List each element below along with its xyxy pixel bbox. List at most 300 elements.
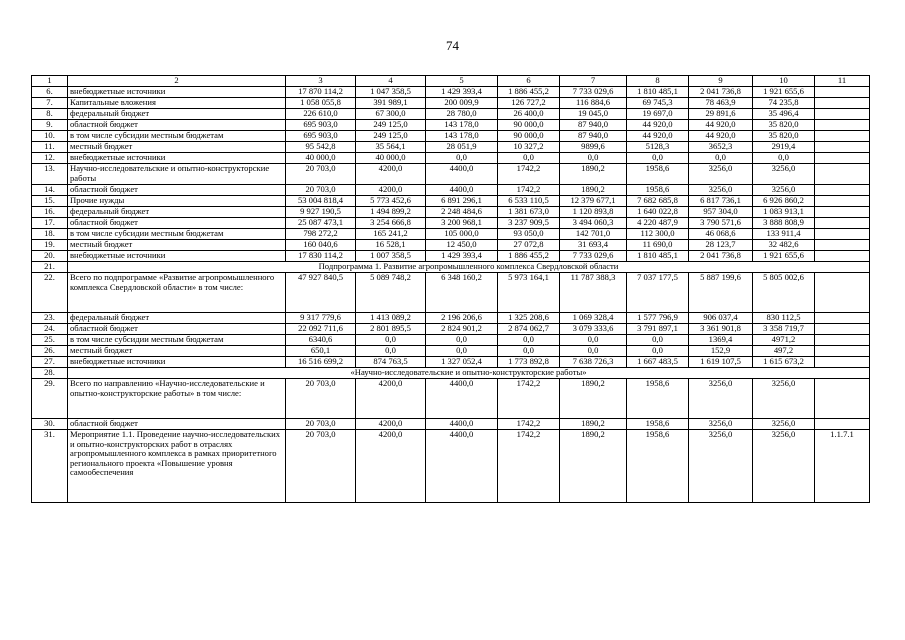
value-cell: 5 089 748,2 [356, 273, 426, 313]
value-cell: 1 921 655,6 [753, 87, 815, 98]
value-cell: 0,0 [426, 335, 498, 346]
row-name-cell: внебюджетные источники [68, 153, 286, 164]
value-cell: 126 727,2 [498, 98, 560, 109]
page-number: 74 [446, 38, 459, 53]
value-cell: 40 000,0 [286, 153, 356, 164]
budget-table [31, 75, 870, 503]
value-cell: 3256,0 [753, 430, 815, 503]
value-cell: 497,2 [753, 346, 815, 357]
code-cell [815, 419, 870, 430]
value-cell: 1 667 483,5 [627, 357, 689, 368]
value-cell: 44 920,0 [689, 131, 753, 142]
value-cell: 200 009,9 [426, 98, 498, 109]
value-cell: 0,0 [753, 153, 815, 164]
value-cell: 1 007 358,5 [356, 251, 426, 262]
row-name-cell: в том числе субсидии местным бюджетам [68, 131, 286, 142]
value-cell: 6 533 110,5 [498, 196, 560, 207]
value-cell: 27 072,8 [498, 240, 560, 251]
value-cell: 0,0 [498, 346, 560, 357]
value-cell: 3256,0 [689, 164, 753, 185]
value-cell: 3652,3 [689, 142, 753, 153]
value-cell: 4200,0 [356, 185, 426, 196]
value-cell: 0,0 [627, 335, 689, 346]
value-cell: 12 450,0 [426, 240, 498, 251]
value-cell: 44 920,0 [689, 120, 753, 131]
value-cell: 17 830 114,2 [286, 251, 356, 262]
table-row [32, 207, 870, 218]
code-cell [815, 218, 870, 229]
value-cell: 1742,2 [498, 379, 560, 419]
row-number-cell: 17. [32, 218, 68, 229]
value-cell: 2 041 736,8 [689, 251, 753, 262]
header-cell: 7 [560, 76, 627, 87]
row-name-cell: в том числе субсидии местным бюджетам [68, 335, 286, 346]
value-cell: 1890,2 [560, 164, 627, 185]
value-cell: 4200,0 [356, 164, 426, 185]
value-cell: 16 528,1 [356, 240, 426, 251]
code-cell [815, 379, 870, 419]
value-cell: 1958,6 [627, 430, 689, 503]
table-row [32, 218, 870, 229]
value-cell: 152,9 [689, 346, 753, 357]
code-cell [815, 324, 870, 335]
value-cell: 0,0 [498, 335, 560, 346]
value-cell: 4400,0 [426, 419, 498, 430]
value-cell: 1 921 655,6 [753, 251, 815, 262]
value-cell: 874 763,5 [356, 357, 426, 368]
row-number-cell: 23. [32, 313, 68, 324]
value-cell: 2 824 901,2 [426, 324, 498, 335]
code-cell [815, 153, 870, 164]
value-cell: 249 125,0 [356, 120, 426, 131]
value-cell: 4971,2 [753, 335, 815, 346]
row-name-cell: областной бюджет [68, 120, 286, 131]
row-number-cell: 18. [32, 229, 68, 240]
value-cell: 7 733 029,6 [560, 251, 627, 262]
value-cell: 249 125,0 [356, 131, 426, 142]
value-cell: 40 000,0 [356, 153, 426, 164]
value-cell: 6 926 860,2 [753, 196, 815, 207]
value-cell: 1 773 892,8 [498, 357, 560, 368]
value-cell: 1742,2 [498, 419, 560, 430]
code-cell [815, 109, 870, 120]
row-name-cell: местный бюджет [68, 142, 286, 153]
row-number-cell: 30. [32, 419, 68, 430]
row-name-cell: федеральный бюджет [68, 313, 286, 324]
value-cell: 20 703,0 [286, 430, 356, 503]
value-cell: 3256,0 [753, 164, 815, 185]
value-cell: 1 327 052,4 [426, 357, 498, 368]
code-cell [815, 196, 870, 207]
value-cell: 0,0 [689, 153, 753, 164]
code-cell [815, 251, 870, 262]
code-cell [815, 120, 870, 131]
row-number-cell: 20. [32, 251, 68, 262]
value-cell: 25 087 473,1 [286, 218, 356, 229]
value-cell: 2 801 895,5 [356, 324, 426, 335]
table-row [32, 229, 870, 240]
code-cell [815, 273, 870, 313]
code-cell [815, 87, 870, 98]
value-cell: 6340,6 [286, 335, 356, 346]
row-name-cell: Мероприятие 1.1. Проведение научно-исследовательских и опытно-конструкторских работ в отраслях агропромышленного комплекса в рамках приоритетного регионального проекта «Повышение уровня самообеспечения [68, 430, 286, 503]
value-cell: 47 927 840,5 [286, 273, 356, 313]
value-cell: 10 327,2 [498, 142, 560, 153]
row-name-cell: областной бюджет [68, 218, 286, 229]
table-row [32, 196, 870, 207]
header-cell: 3 [286, 76, 356, 87]
value-cell: 1 640 022,8 [627, 207, 689, 218]
value-cell: 20 703,0 [286, 185, 356, 196]
value-cell: 87 940,0 [560, 131, 627, 142]
value-cell: 95 542,8 [286, 142, 356, 153]
table-row [32, 120, 870, 131]
row-number-cell: 21. [32, 262, 68, 273]
header-cell: 5 [426, 76, 498, 87]
value-cell: 0,0 [560, 335, 627, 346]
row-number-cell: 9. [32, 120, 68, 131]
value-cell: 69 745,3 [627, 98, 689, 109]
value-cell: 695 903,0 [286, 120, 356, 131]
value-cell: 44 920,0 [627, 120, 689, 131]
value-cell: 20 703,0 [286, 164, 356, 185]
row-number-cell: 27. [32, 357, 68, 368]
table-row [32, 131, 870, 142]
value-cell: 35 496,4 [753, 109, 815, 120]
value-cell: 105 000,0 [426, 229, 498, 240]
value-cell: 0,0 [356, 335, 426, 346]
header-cell: 6 [498, 76, 560, 87]
value-cell: 3 237 909,5 [498, 218, 560, 229]
value-cell: 142 701,0 [560, 229, 627, 240]
row-number-cell: 22. [32, 273, 68, 313]
value-cell: 11 787 388,3 [560, 273, 627, 313]
value-cell: 9 927 190,5 [286, 207, 356, 218]
header-cell: 10 [753, 76, 815, 87]
row-number-cell: 25. [32, 335, 68, 346]
value-cell: 4200,0 [356, 430, 426, 503]
code-cell [815, 207, 870, 218]
value-cell: 0,0 [627, 346, 689, 357]
value-cell: 19 045,0 [560, 109, 627, 120]
row-name-cell: Всего по подпрограмме «Развитие агропромышленного комплекса Свердловской области» в том числе: [68, 273, 286, 313]
code-cell [815, 229, 870, 240]
code-cell: 1.1.7.1 [815, 430, 870, 503]
value-cell: 7 638 726,3 [560, 357, 627, 368]
value-cell: 1 083 913,1 [753, 207, 815, 218]
value-cell: 2 248 484,6 [426, 207, 498, 218]
value-cell: 11 690,0 [627, 240, 689, 251]
table-row [32, 430, 870, 503]
value-cell: 1 381 673,0 [498, 207, 560, 218]
value-cell: 1 325 208,6 [498, 313, 560, 324]
row-name-cell: местный бюджет [68, 346, 286, 357]
row-number-cell: 6. [32, 87, 68, 98]
value-cell: 16 516 699,2 [286, 357, 356, 368]
value-cell: 3 358 719,7 [753, 324, 815, 335]
row-number-cell: 7. [32, 98, 68, 109]
code-cell [815, 131, 870, 142]
value-cell: 7 037 177,5 [627, 273, 689, 313]
value-cell: 3 888 808,9 [753, 218, 815, 229]
value-cell: 87 940,0 [560, 120, 627, 131]
value-cell: 1 058 055,8 [286, 98, 356, 109]
table-row [32, 251, 870, 262]
value-cell: 3 254 666,8 [356, 218, 426, 229]
value-cell: 3256,0 [753, 379, 815, 419]
value-cell: 32 482,6 [753, 240, 815, 251]
value-cell: 93 050,0 [498, 229, 560, 240]
value-cell: 5 887 199,6 [689, 273, 753, 313]
table-row [32, 379, 870, 419]
value-cell: 4 220 487,9 [627, 218, 689, 229]
value-cell: 4400,0 [426, 185, 498, 196]
value-cell: 1958,6 [627, 419, 689, 430]
value-cell: 1958,6 [627, 379, 689, 419]
value-cell: 1 429 393,4 [426, 251, 498, 262]
code-cell [815, 142, 870, 153]
value-cell: 2 041 736,8 [689, 87, 753, 98]
value-cell: 0,0 [356, 346, 426, 357]
value-cell: 1890,2 [560, 419, 627, 430]
value-cell: 133 911,4 [753, 229, 815, 240]
value-cell: 957 304,0 [689, 207, 753, 218]
value-cell: 1 429 393,4 [426, 87, 498, 98]
value-cell: 143 178,0 [426, 131, 498, 142]
value-cell: 29 891,6 [689, 109, 753, 120]
value-cell: 6 817 736,1 [689, 196, 753, 207]
value-cell: 650,1 [286, 346, 356, 357]
header-cell: 1 [32, 76, 68, 87]
value-cell: 53 004 818,4 [286, 196, 356, 207]
row-number-cell: 14. [32, 185, 68, 196]
row-name-cell: федеральный бюджет [68, 109, 286, 120]
value-cell: 3256,0 [753, 419, 815, 430]
value-cell: 4400,0 [426, 164, 498, 185]
row-name-cell: местный бюджет [68, 240, 286, 251]
value-cell: 3256,0 [689, 430, 753, 503]
table-row [32, 164, 870, 185]
value-cell: 0,0 [426, 153, 498, 164]
value-cell: 20 703,0 [286, 419, 356, 430]
value-cell: 391 989,1 [356, 98, 426, 109]
code-cell [815, 335, 870, 346]
value-cell: 1958,6 [627, 164, 689, 185]
value-cell: 226 610,0 [286, 109, 356, 120]
value-cell: 0,0 [498, 153, 560, 164]
value-cell: 4200,0 [356, 379, 426, 419]
value-cell: 1 619 107,5 [689, 357, 753, 368]
row-number-cell: 15. [32, 196, 68, 207]
header-cell: 4 [356, 76, 426, 87]
value-cell: 1 494 899,2 [356, 207, 426, 218]
value-cell: 1958,6 [627, 185, 689, 196]
value-cell: 830 112,5 [753, 313, 815, 324]
value-cell: 3256,0 [753, 185, 815, 196]
row-number-cell: 8. [32, 109, 68, 120]
value-cell: 116 884,6 [560, 98, 627, 109]
value-cell: 1 577 796,9 [627, 313, 689, 324]
value-cell: 1 413 089,2 [356, 313, 426, 324]
value-cell: 1369,4 [689, 335, 753, 346]
value-cell: 4400,0 [426, 430, 498, 503]
value-cell: 1 615 673,2 [753, 357, 815, 368]
row-name-cell: федеральный бюджет [68, 207, 286, 218]
header-cell: 2 [68, 76, 286, 87]
row-name-cell: Капитальные вложения [68, 98, 286, 109]
value-cell: 2919,4 [753, 142, 815, 153]
row-number-cell: 31. [32, 430, 68, 503]
row-name-cell: внебюджетные источники [68, 251, 286, 262]
value-cell: 2 874 062,7 [498, 324, 560, 335]
value-cell: 1 886 455,2 [498, 251, 560, 262]
row-number-cell: 28. [32, 368, 68, 379]
value-cell: 26 400,0 [498, 109, 560, 120]
value-cell: 1742,2 [498, 185, 560, 196]
value-cell: 1742,2 [498, 430, 560, 503]
value-cell: 74 235,8 [753, 98, 815, 109]
value-cell: 1 069 328,4 [560, 313, 627, 324]
row-number-cell: 24. [32, 324, 68, 335]
value-cell: 3256,0 [689, 379, 753, 419]
row-number-cell: 26. [32, 346, 68, 357]
section-row [32, 368, 870, 379]
table-row [32, 142, 870, 153]
value-cell: 1 120 893,8 [560, 207, 627, 218]
value-cell: 906 037,4 [689, 313, 753, 324]
value-cell: 695 903,0 [286, 131, 356, 142]
value-cell: 35 820,0 [753, 131, 815, 142]
table-row [32, 346, 870, 357]
value-cell: 5 773 452,6 [356, 196, 426, 207]
row-name-cell: внебюджетные источники [68, 87, 286, 98]
row-number-cell: 10. [32, 131, 68, 142]
row-name-cell: внебюджетные источники [68, 357, 286, 368]
value-cell: 0,0 [426, 346, 498, 357]
code-cell [815, 357, 870, 368]
row-number-cell: 12. [32, 153, 68, 164]
value-cell: 3 200 968,1 [426, 218, 498, 229]
table-row [32, 313, 870, 324]
table-row [32, 324, 870, 335]
value-cell: 5 805 002,6 [753, 273, 815, 313]
value-cell: 5128,3 [627, 142, 689, 153]
value-cell: 1890,2 [560, 185, 627, 196]
value-cell: 1 886 455,2 [498, 87, 560, 98]
value-cell: 9 317 779,6 [286, 313, 356, 324]
row-number-cell: 29. [32, 379, 68, 419]
header-cell: 9 [689, 76, 753, 87]
header-cell: 8 [627, 76, 689, 87]
section-row [32, 262, 870, 273]
value-cell: 4400,0 [426, 379, 498, 419]
value-cell: 44 920,0 [627, 131, 689, 142]
value-cell: 31 693,4 [560, 240, 627, 251]
row-number-cell: 16. [32, 207, 68, 218]
value-cell: 3256,0 [689, 185, 753, 196]
table-row [32, 87, 870, 98]
table-header-row [32, 76, 870, 87]
code-cell [815, 185, 870, 196]
value-cell: 1742,2 [498, 164, 560, 185]
value-cell: 9899,6 [560, 142, 627, 153]
value-cell: 1 810 485,1 [627, 251, 689, 262]
value-cell: 35 564,1 [356, 142, 426, 153]
value-cell: 112 300,0 [627, 229, 689, 240]
value-cell: 6 348 160,2 [426, 273, 498, 313]
value-cell: 12 379 677,1 [560, 196, 627, 207]
table-row [32, 273, 870, 313]
value-cell: 1 810 485,1 [627, 87, 689, 98]
value-cell: 78 463,9 [689, 98, 753, 109]
header-cell: 11 [815, 76, 870, 87]
value-cell: 0,0 [627, 153, 689, 164]
value-cell: 160 040,6 [286, 240, 356, 251]
value-cell: 1890,2 [560, 379, 627, 419]
value-cell: 3 494 060,3 [560, 218, 627, 229]
value-cell: 3 361 901,8 [689, 324, 753, 335]
row-name-cell: областной бюджет [68, 324, 286, 335]
value-cell: 1890,2 [560, 430, 627, 503]
value-cell: 90 000,0 [498, 131, 560, 142]
value-cell: 35 820,0 [753, 120, 815, 131]
row-number-cell: 19. [32, 240, 68, 251]
value-cell: 4200,0 [356, 419, 426, 430]
table-row [32, 419, 870, 430]
value-cell: 7 733 029,6 [560, 87, 627, 98]
value-cell: 2 196 206,6 [426, 313, 498, 324]
value-cell: 28 051,9 [426, 142, 498, 153]
value-cell: 7 682 685,8 [627, 196, 689, 207]
table-row [32, 98, 870, 109]
value-cell: 798 272,2 [286, 229, 356, 240]
code-cell [815, 346, 870, 357]
value-cell: 165 241,2 [356, 229, 426, 240]
value-cell: 3 791 897,1 [627, 324, 689, 335]
table-row [32, 240, 870, 251]
value-cell: 67 300,0 [356, 109, 426, 120]
value-cell: 143 178,0 [426, 120, 498, 131]
value-cell: 22 092 711,6 [286, 324, 356, 335]
row-name-cell: Научно-исследовательские и опытно-конструкторские работы [68, 164, 286, 185]
code-cell [815, 240, 870, 251]
row-number-cell: 13. [32, 164, 68, 185]
value-cell: 19 697,0 [627, 109, 689, 120]
section-title-cell: Подпрограмма 1. Развитие агропромышленного комплекса Свердловской области [68, 262, 870, 273]
value-cell: 17 870 114,2 [286, 87, 356, 98]
value-cell: 1 047 358,5 [356, 87, 426, 98]
table-row [32, 109, 870, 120]
value-cell: 90 000,0 [498, 120, 560, 131]
value-cell: 3256,0 [689, 419, 753, 430]
row-number-cell: 11. [32, 142, 68, 153]
code-cell [815, 98, 870, 109]
row-name-cell: областной бюджет [68, 185, 286, 196]
row-name-cell: Прочие нужды [68, 196, 286, 207]
table-row [32, 335, 870, 346]
code-cell [815, 313, 870, 324]
value-cell: 3 079 333,6 [560, 324, 627, 335]
table-row [32, 153, 870, 164]
value-cell: 6 891 296,1 [426, 196, 498, 207]
value-cell: 5 973 164,1 [498, 273, 560, 313]
value-cell: 3 790 571,6 [689, 218, 753, 229]
value-cell: 46 068,6 [689, 229, 753, 240]
row-name-cell: Всего по направлению «Научно-исследовательские и опытно-конструкторские работы» в том числе: [68, 379, 286, 419]
value-cell: 28 780,0 [426, 109, 498, 120]
table-row [32, 357, 870, 368]
value-cell: 0,0 [560, 153, 627, 164]
